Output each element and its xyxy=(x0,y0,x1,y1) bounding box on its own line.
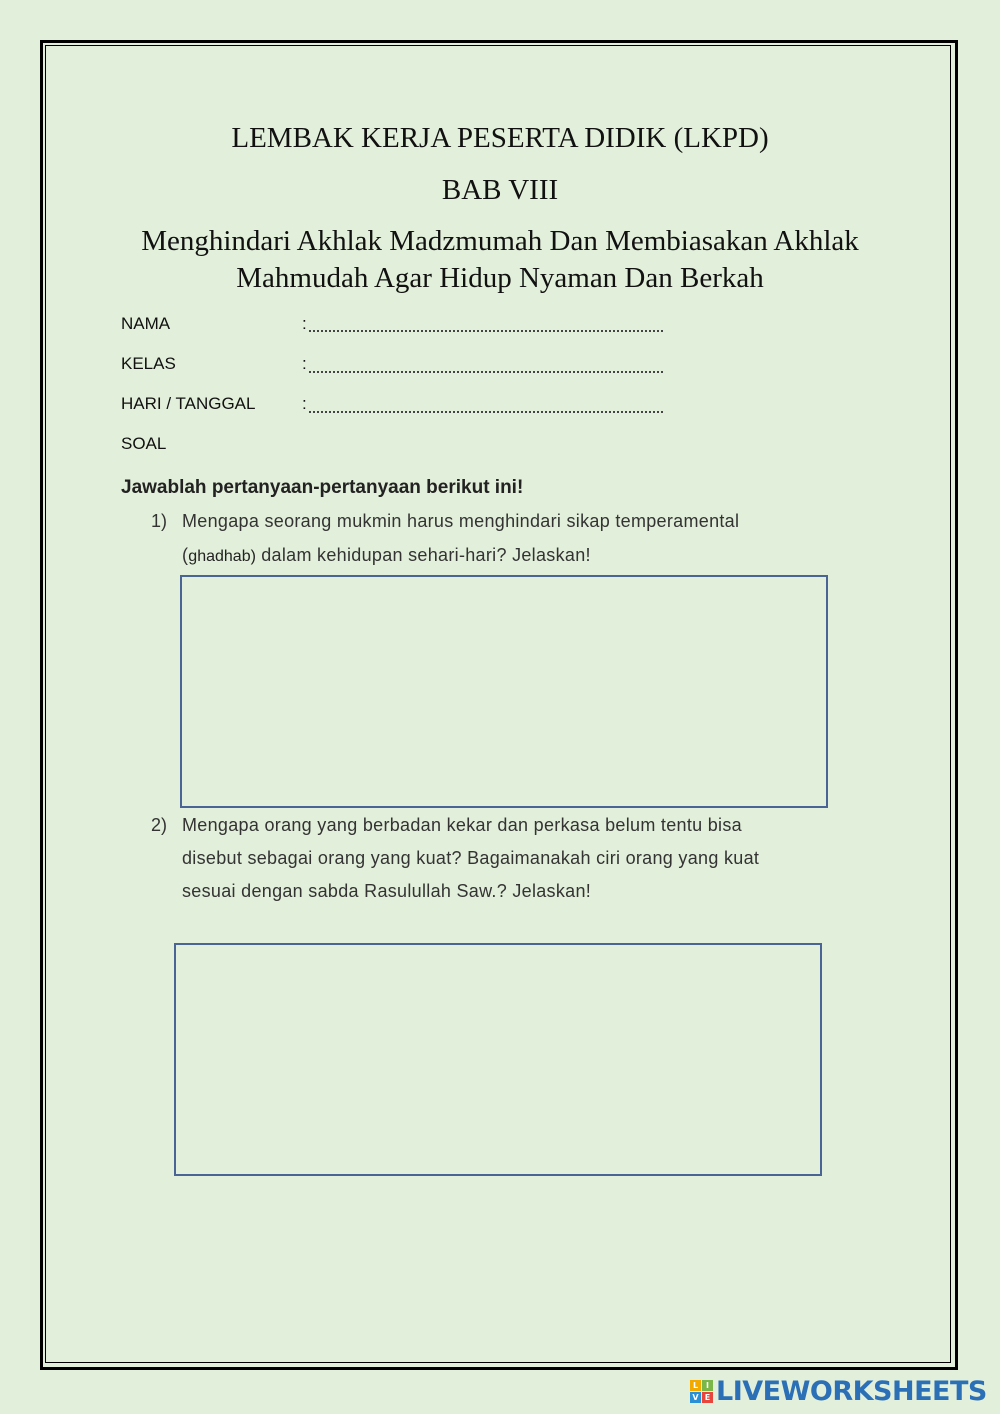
question-1-number: 1) xyxy=(151,511,168,531)
class-label: KELAS xyxy=(121,354,176,373)
question-1-line-2-rest: dalam kehidupan sehari-hari? Jelaskan! xyxy=(255,545,591,565)
logo-cell-i: I xyxy=(702,1380,713,1391)
date-colon: : xyxy=(302,394,307,413)
topic-title-line-1: Menghindari Akhlak Madzmumah Dan Membiasakan Akhlak xyxy=(141,225,859,257)
question-1-term: ghadhab) xyxy=(188,548,256,565)
question-1-line-1: Mengapa seorang mukmin harus menghindari sikap temperamental xyxy=(182,511,740,531)
questions-label: SOAL xyxy=(121,434,167,453)
class-colon: : xyxy=(302,354,307,373)
watermark-text: LIVEWORKSHEETS xyxy=(716,1375,987,1407)
date-field[interactable] xyxy=(309,411,663,413)
answer-box-2[interactable] xyxy=(174,943,822,1176)
topic-title-line-2: Mahmudah Agar Hidup Nyaman Dan Berkah xyxy=(236,262,764,294)
logo-cell-e: E xyxy=(702,1392,713,1403)
liveworksheets-logo-icon xyxy=(690,1380,713,1403)
question-2-line-3: sesuai dengan sabda Rasulullah Saw.? Jelaskan! xyxy=(182,881,592,901)
name-field[interactable] xyxy=(309,330,663,332)
answer-box-1[interactable] xyxy=(180,575,828,808)
question-1-line-2 xyxy=(182,545,591,566)
name-label: NAMA xyxy=(121,314,171,333)
chapter-title: BAB VIII xyxy=(441,174,559,206)
logo-cell-v: V xyxy=(690,1392,701,1403)
question-2-number: 2) xyxy=(151,815,168,835)
class-field[interactable] xyxy=(309,371,663,373)
logo-cell-l: L xyxy=(690,1380,701,1391)
question-2-line-2: disebut sebagai orang yang kuat? Bagaimanakah ciri orang yang kuat xyxy=(182,848,760,868)
question-2-line-1: Mengapa orang yang berbadan kekar dan perkasa belum tentu bisa xyxy=(182,815,742,835)
liveworksheets-watermark xyxy=(690,1376,987,1406)
instruction-text: Jawablah pertanyaan-pertanyaan berikut ini! xyxy=(121,477,524,498)
question-1-paren: ( xyxy=(182,545,189,565)
worksheet-title: LEMBAK KERJA PESERTA DIDIK (LKPD) xyxy=(231,122,769,154)
date-label: HARI / TANGGAL xyxy=(121,394,256,413)
name-colon: : xyxy=(302,314,307,333)
